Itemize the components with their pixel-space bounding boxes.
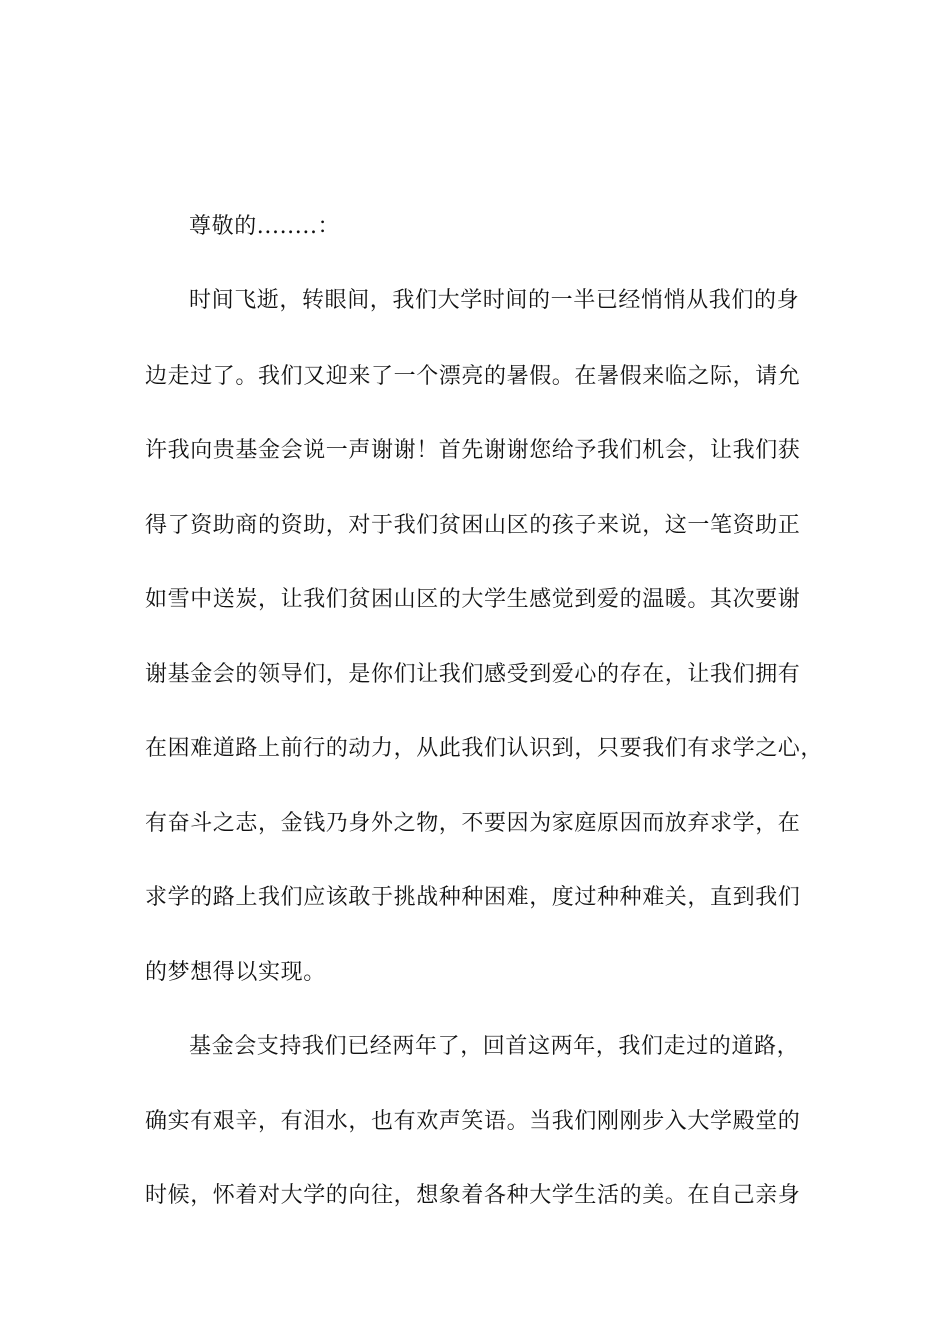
paragraph-line: 求学的路上我们应该敢于挑战种种困难，度过种种难关，直到我们: [145, 885, 801, 910]
paragraph-line: 在困难道路上前行的动力，从此我们认识到，只要我们有求学之心，: [145, 736, 824, 761]
paragraph-line: 许我向贵基金会说一声谢谢！首先谢谢您给予我们机会，让我们获: [145, 438, 801, 463]
paragraph-line: 有奋斗之志，金钱乃身外之物，不要因为家庭原因而放弃求学，在: [145, 811, 801, 836]
paragraph-line: 基金会支持我们已经两年了，回首这两年，我们走过的道路，: [189, 1034, 800, 1059]
paragraph-line: 的梦想得以实现。: [145, 960, 326, 985]
paragraph-line: 得了资助商的资助，对于我们贫困山区的孩子来说，这一笔资助正: [145, 513, 801, 538]
salutation: 尊敬的........：: [189, 214, 341, 239]
paragraph-line: 谢基金会的领导们，是你们让我们感受到爱心的存在，让我们拥有: [145, 662, 801, 687]
paragraph-line: 如雪中送炭，让我们贫困山区的大学生感觉到爱的温暖。其次要谢: [145, 587, 801, 612]
paragraph-line: 时间飞逝，转眼间，我们大学时间的一半已经悄悄从我们的身: [189, 288, 800, 313]
paragraph-line: 确实有艰辛，有泪水，也有欢声笑语。当我们刚刚步入大学殿堂的: [145, 1109, 801, 1134]
paragraph-line: 时候，怀着对大学的向往，想象着各种大学生活的美。在自己亲身: [145, 1183, 801, 1208]
paragraph-line: 边走过了。我们又迎来了一个漂亮的暑假。在暑假来临之际，请允: [145, 364, 801, 389]
